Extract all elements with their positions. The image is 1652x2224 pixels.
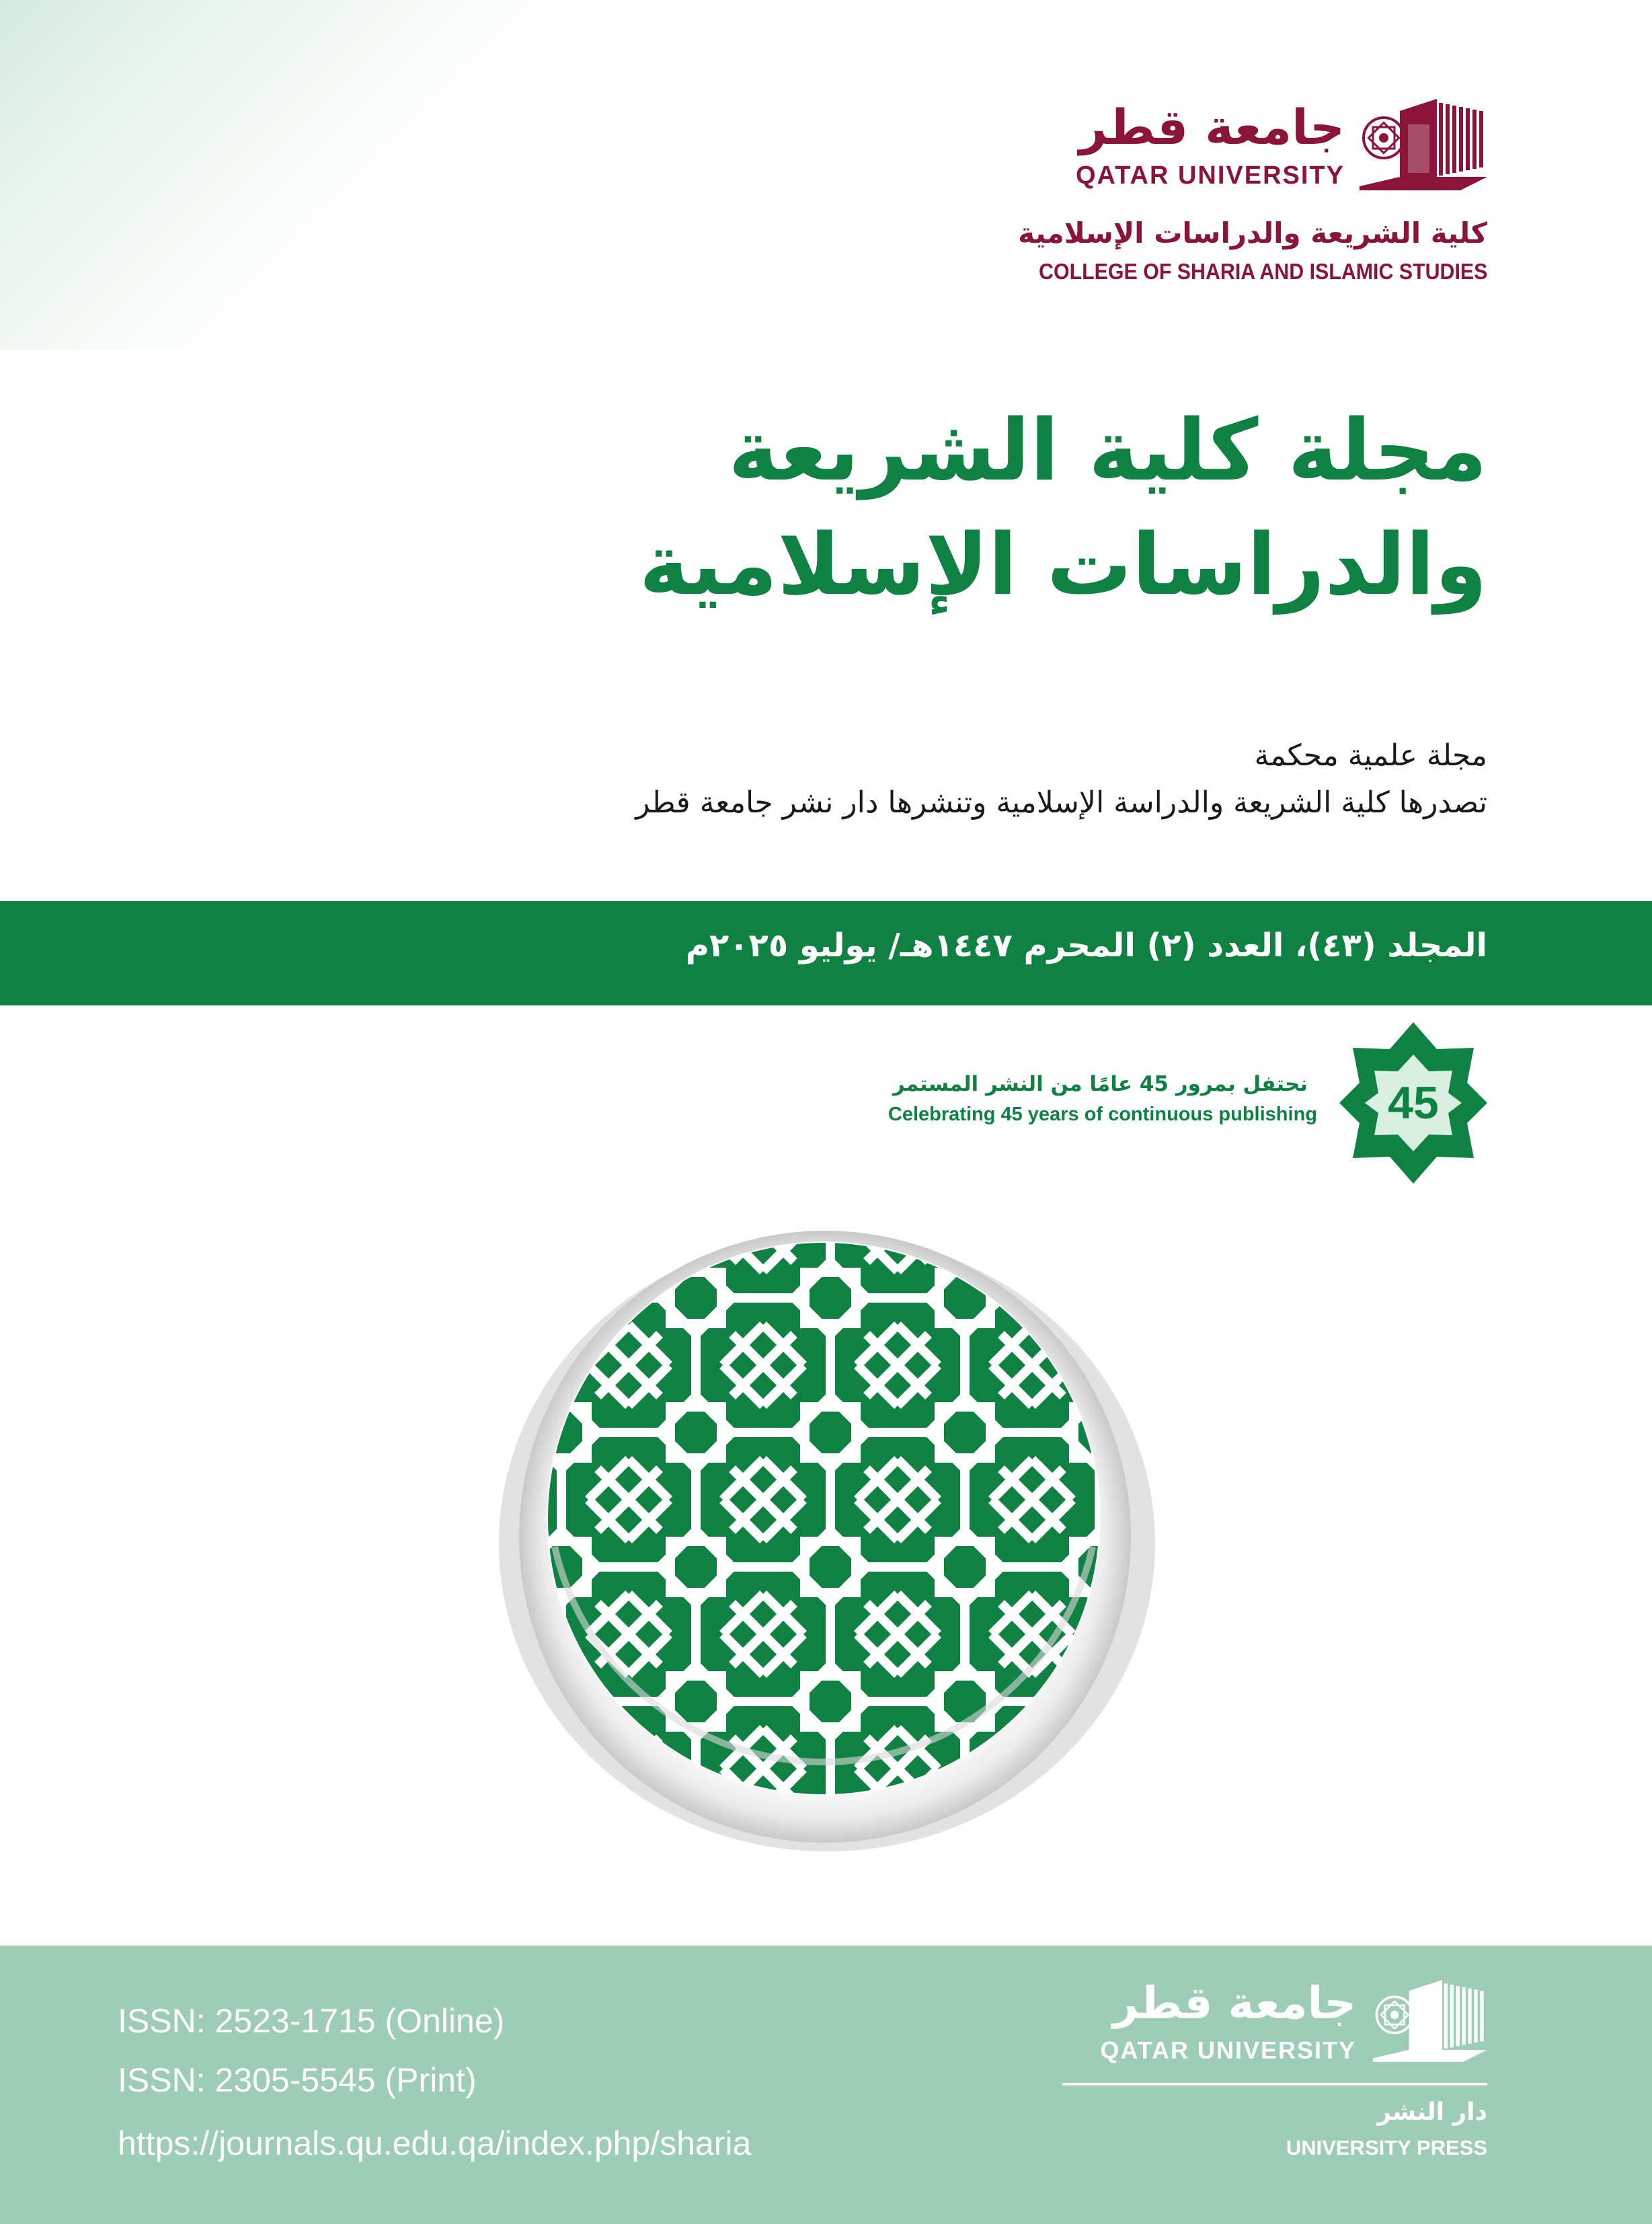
footer-divider <box>1062 2083 1487 2085</box>
anniversary-text-arabic: نحتفل بمرور 45 عامًا من النشر المستمر <box>892 1072 1308 1096</box>
issn-print: ISSN: 2305-5545 (Print) <box>118 2061 477 2099</box>
qatar-university-emblem-icon <box>1360 98 1487 192</box>
journal-type: مجلة علمية محكمة <box>1254 738 1487 773</box>
university-name-arabic: جامعة قطر <box>1079 99 1345 155</box>
university-press-logo <box>1057 1977 1487 2065</box>
journal-title <box>411 393 1487 622</box>
geometric-medallion <box>494 1231 1160 1856</box>
publisher-statement: تصدرها كلية الشريعة والدراسة الإسلامية وتنشرها دار نشر جامعة قطر <box>635 785 1487 820</box>
journal-title-line2: والدراسات الإسلامية <box>639 515 1487 614</box>
university-name-english: QATAR UNIVERSITY <box>1075 161 1345 190</box>
corner-gradient <box>0 0 605 350</box>
issn-online: ISSN: 2523-1715 (Online) <box>118 2002 505 2040</box>
footer-university-name-arabic: جامعة قطر <box>1112 1977 1356 2029</box>
anniversary-badge-icon <box>1339 1022 1487 1184</box>
badge-number: 45 <box>1388 1077 1439 1128</box>
footer-university-name-english: QATAR UNIVERSITY <box>1100 2036 1356 2064</box>
college-name-english: COLLEGE OF SHARIA AND ISLAMIC STUDIES <box>1038 259 1487 284</box>
issue-info: المجلد (٤٣)، العدد (٢) المحرم ١٤٤٧هـ/ يوليو ٢٠٢٥م <box>685 927 1487 964</box>
journal-url-link[interactable]: https://journals.qu.edu.qa/index.php/sharia <box>118 2124 752 2162</box>
journal-title-line1: مجلة كلية الشريعة <box>728 401 1487 500</box>
qatar-university-logo <box>1017 98 1487 192</box>
qatar-university-emblem-icon <box>1373 1977 1487 2065</box>
press-name-arabic: دار النشر <box>1377 2098 1487 2126</box>
press-name-english: UNIVERSITY PRESS <box>1286 2136 1487 2159</box>
college-name-arabic: كلية الشريعة والدراسات الإسلامية <box>1018 217 1487 250</box>
anniversary-text-english: Celebrating 45 years of continuous publishing <box>888 1104 1317 1125</box>
